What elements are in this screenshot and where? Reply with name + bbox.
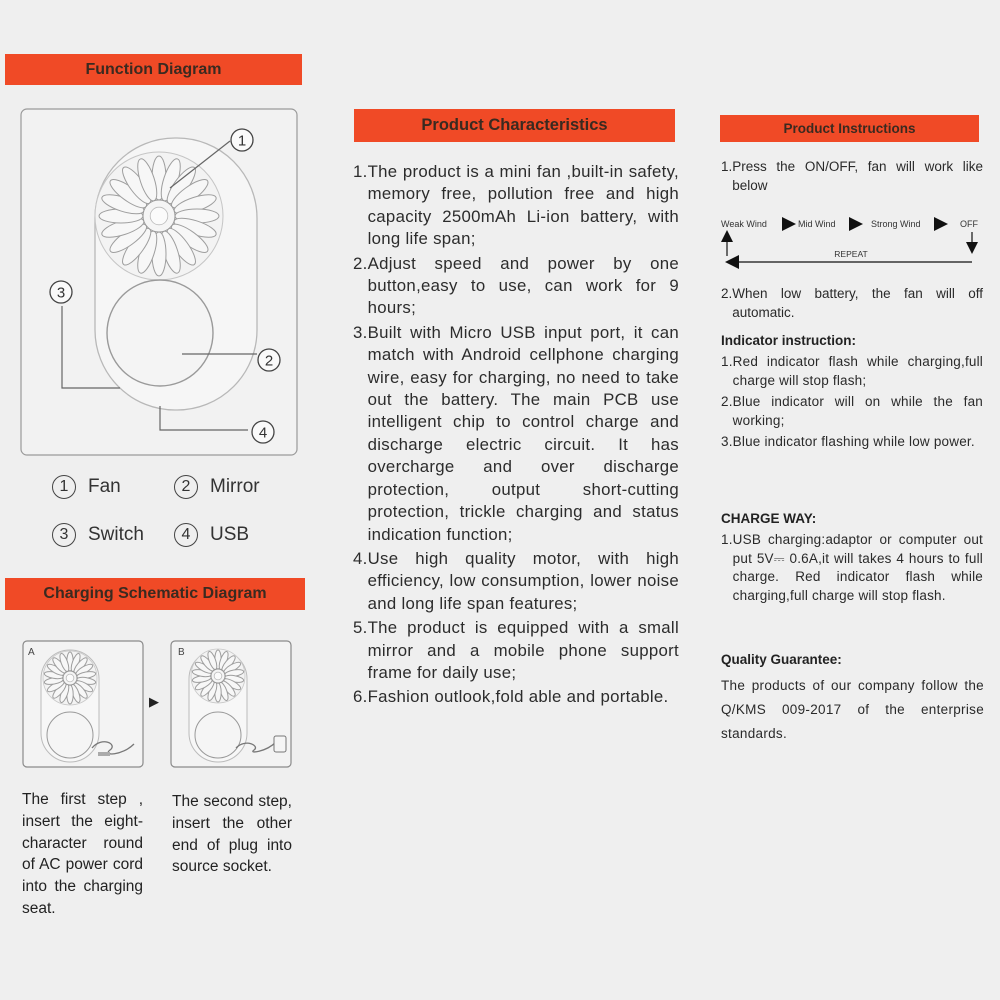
- callout-1: 1: [237, 132, 247, 150]
- product-characteristics-title: Product Characteristics: [421, 116, 608, 134]
- legend-usb: [174, 523, 249, 547]
- product-instructions-title: Product Instructions: [783, 121, 916, 136]
- step-b-text: The second step, insert the other end of plug into source socket.: [172, 793, 292, 876]
- product-characteristics-header: [354, 109, 675, 142]
- fan-icon: [191, 649, 245, 703]
- wind-weak-label: Weak Wind: [721, 219, 767, 229]
- fan-hub-center: [150, 207, 168, 225]
- indicator-item: 1. Red indicator flash while charging,full charge will stop flash;: [721, 354, 983, 388]
- charge-way-title: CHARGE WAY:: [721, 511, 817, 526]
- characteristic-item: 1. The product is a mini fan ,built-in safety, memory free, pollution free and high capacity 2500mAh Li-ion battery, with long life span;: [353, 162, 679, 249]
- function-diagram-title: Function Diagram: [85, 61, 222, 78]
- mirror-icon: [47, 712, 93, 758]
- mirror-icon: [195, 712, 241, 758]
- quality-title: Quality Guarantee:: [721, 652, 842, 667]
- step-a-text: The first step , insert the eight-character round of AC power cord into the charging seat.: [22, 791, 143, 917]
- callout-2: 2: [264, 352, 274, 370]
- characteristic-item: 4. Use high quality motor, with high efficiency, low consumption, lower noise and long life span features;: [353, 548, 679, 613]
- legend-fan-label: Fan: [88, 476, 121, 497]
- charging-diagram-title: Charging Schematic Diagram: [43, 585, 267, 602]
- fan-icon: [95, 152, 223, 280]
- product-characteristics-list: [353, 161, 679, 709]
- wind-speed-cycle-diagram: [716, 208, 988, 272]
- legend-switch-label: Switch: [88, 524, 144, 545]
- fan-hub-center: [66, 674, 74, 682]
- legend-switch-num: 3: [52, 523, 76, 547]
- callout-3: 3: [56, 284, 66, 302]
- charging-panel-b: [170, 640, 292, 768]
- panel-b-label: B: [178, 647, 185, 658]
- legend-usb-num: 4: [174, 523, 198, 547]
- repeat-label: REPEAT: [834, 249, 868, 259]
- charging-panel-a: [22, 640, 144, 768]
- callout-4: 4: [258, 424, 268, 442]
- indicator-item: 2. Blue indicator will on while the fan working;: [721, 394, 983, 428]
- fan-function-diagram: [20, 108, 300, 460]
- product-instructions-header: [720, 115, 979, 142]
- charge-way-text: 1. USB charging:adaptor or computer out put 5V⎓ 0.6A,it will takes 4 hours to full charge. Red indicator flash while charging,full charge will stop flash.: [721, 532, 983, 603]
- quality-text: The products of our company follow the Q/KMS 009-2017 of the enterprise standards.: [721, 678, 984, 741]
- legend-mirror-label: Mirror: [210, 476, 260, 497]
- panel-a-label: A: [28, 647, 35, 658]
- legend-mirror-num: 2: [174, 475, 198, 499]
- step-arrow: ▶: [149, 694, 159, 709]
- characteristic-item: 3. Built with Micro USB input port, it can match with Android cellphone charging wire, easy for charging, no need to take out the battery. The main PCB use intelligent chip to control charge and discharge electric circuit. It has overcharge and over discharge protection, output short-cutting protection, trickle charging and status indication function;: [353, 322, 679, 544]
- wind-off-label: OFF: [960, 219, 978, 229]
- wind-mid-label: Mid Wind: [798, 219, 836, 229]
- wind-strong-label: Strong Wind: [871, 219, 921, 229]
- legend-switch: [52, 523, 144, 547]
- indicator-title: Indicator instruction:: [721, 333, 856, 348]
- mirror-icon: [107, 280, 213, 386]
- charging-diagram-header: [5, 578, 305, 610]
- fan-icon: [43, 651, 97, 705]
- characteristic-item: 5. The product is equipped with a small mirror and a mobile phone support frame for daily use;: [353, 618, 679, 682]
- function-diagram-header: [5, 54, 302, 85]
- indicator-list: [721, 353, 983, 452]
- instruction-step-1: 1. Press the ON/OFF, fan will work like below: [721, 159, 983, 193]
- characteristic-item: 2. Adjust speed and power by one button,easy to use, can work for 9 hours;: [353, 253, 679, 318]
- socket-icon: [274, 736, 286, 752]
- legend-fan: [52, 475, 121, 499]
- indicator-item: 3. Blue indicator flashing while low power.: [721, 434, 975, 449]
- legend-mirror: [174, 475, 260, 499]
- characteristic-item: 6. Fashion outlook,fold able and portable.: [353, 687, 669, 707]
- instruction-step-2: 2. When low battery, the fan will off automatic.: [721, 286, 983, 320]
- legend-fan-num: 1: [52, 475, 76, 499]
- fan-hub-center: [214, 672, 222, 680]
- legend-usb-label: USB: [210, 524, 250, 545]
